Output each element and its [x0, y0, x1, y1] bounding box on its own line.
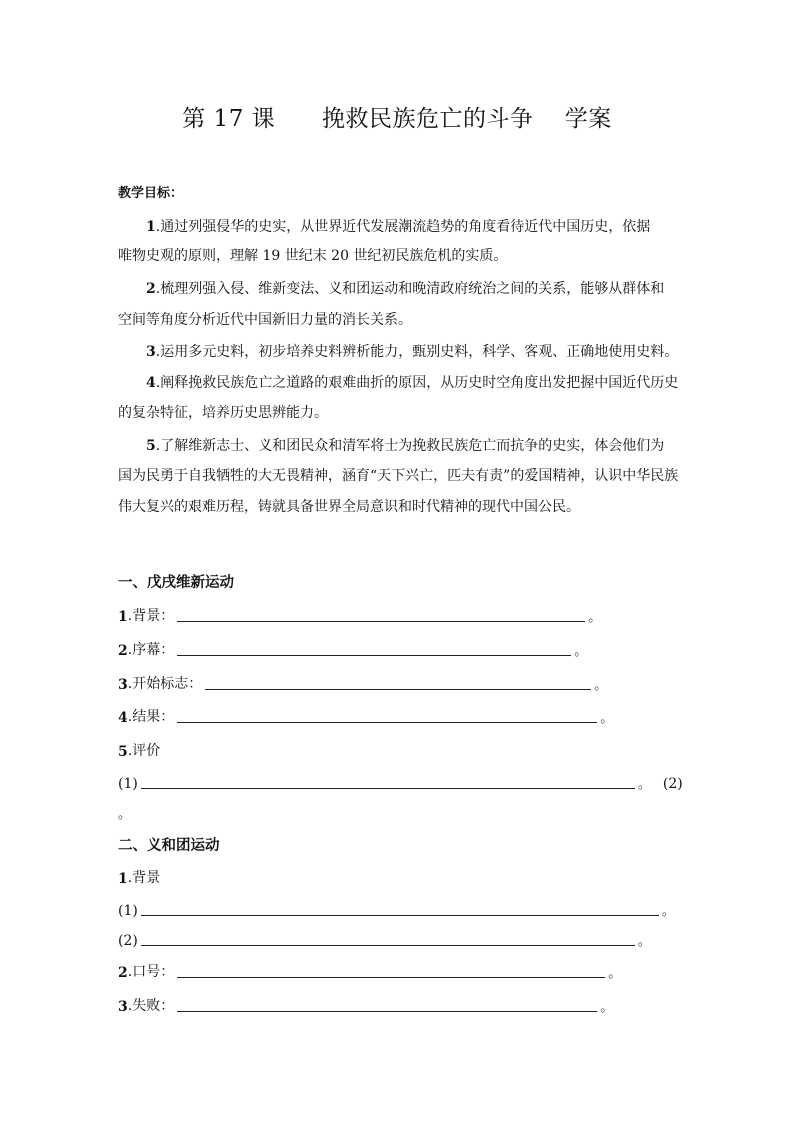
period: 。 [661, 904, 675, 919]
objective-1-line-2: 唯物史观的原则，理解 19 世纪末 20 世纪初民族危机的实质。 [118, 248, 508, 264]
objective-4-number: 4 [146, 375, 156, 391]
period: 。 [637, 934, 651, 949]
answer-blank[interactable] [141, 901, 659, 916]
period: 。 [588, 610, 602, 625]
period: 。 [574, 644, 588, 659]
question-number: 3 [118, 677, 128, 693]
objective-5-line-3: 伟大复兴的艰难历程，铸就具备世界全局意识和时代精神的现代中国公民。 [118, 499, 580, 515]
period: 。 [600, 711, 614, 726]
section-2-background-1 [118, 899, 675, 919]
section-1-question-2 [118, 639, 587, 659]
section-2-background-2 [118, 929, 651, 949]
section-1-evaluation-end [118, 802, 131, 822]
objective-2-line-2: 空间等角度分析近代中国新旧力量的消长关系。 [118, 312, 412, 328]
answer-blank[interactable] [177, 997, 597, 1012]
section-1-question-5 [118, 740, 160, 760]
section-1-heading: 一、戊戌维新运动 [118, 574, 234, 591]
objective-2-line-1 [146, 279, 664, 299]
section-2-heading: 二、义和团运动 [118, 837, 220, 854]
answer-blank[interactable] [141, 931, 635, 946]
question-label: .背景 [127, 870, 161, 886]
section-2-question-1 [118, 867, 160, 887]
question-label: .开始标志： [127, 676, 203, 692]
question-label: .口号： [127, 964, 175, 980]
answer-blank[interactable] [177, 607, 585, 622]
question-number: 1 [118, 871, 128, 887]
objective-5-text-1: .了解维新志士、义和团民众和清军将士为挽救民族危亡而抗争的史实，体会他们为 [155, 438, 665, 454]
objectives-heading: 教学目标： [118, 186, 184, 201]
objective-4-line-2: 的复杂特征，培养历史思辨能力。 [118, 405, 328, 421]
section-2-question-2 [118, 961, 621, 981]
objective-5-number: 5 [146, 438, 156, 454]
question-number: 5 [118, 744, 128, 760]
objective-3-number: 3 [146, 344, 156, 360]
question-label: .序幕： [127, 642, 175, 658]
question-label: .背景： [127, 608, 175, 624]
question-number: 3 [118, 999, 128, 1015]
section-2-question-3 [118, 995, 613, 1015]
page-title: 第 17 课 挽救民族危亡的斗争 学案 [182, 106, 612, 132]
section-1-question-1 [118, 605, 601, 625]
part-number: (2) [662, 776, 683, 792]
objective-4-line-1 [146, 373, 678, 393]
section-1-question-4 [118, 706, 613, 726]
question-number: 4 [118, 710, 128, 726]
question-number: 2 [118, 643, 128, 659]
section-1-evaluation-line [118, 772, 683, 792]
answer-blank[interactable] [141, 774, 635, 789]
objective-2-text-1: .梳理列强入侵、维新变法、义和团运动和晚清政府统治之间的关系，能够从群体和 [155, 281, 665, 297]
objective-3-line-1 [146, 342, 678, 362]
section-1-question-3 [118, 673, 607, 693]
question-label: .评价 [127, 743, 161, 759]
objective-1-text-1: .通过列强侵华的史实，从世界近代发展潮流趋势的角度看待近代中国历史，依据 [155, 219, 651, 235]
objective-5-line-1 [146, 436, 664, 456]
answer-blank[interactable] [177, 641, 571, 656]
objective-1-line-1 [146, 217, 650, 237]
answer-blank[interactable] [177, 963, 605, 978]
question-number: 2 [118, 965, 128, 981]
objective-1-number: 1 [146, 219, 156, 235]
answer-blank[interactable] [177, 708, 597, 723]
question-number: 1 [118, 609, 128, 625]
period: 。 [594, 678, 608, 693]
question-label: .结果： [127, 709, 175, 725]
part-number: (1) [118, 776, 138, 792]
period: 。 [118, 807, 132, 822]
objective-5-line-2: 国为民勇于自我牺牲的大无畏精神，涵育“天下兴亡，匹夫有责”的爱国精神，认识中华民族 [118, 468, 679, 484]
objective-2-number: 2 [146, 281, 156, 297]
objective-4-text-1: .阐释挽救民族危亡之道路的艰难曲折的原因，从历史时空角度出发把握中国近代历史 [155, 375, 679, 391]
question-label: .失败： [127, 998, 175, 1014]
period: 。 [637, 777, 651, 792]
part-number: (2) [118, 933, 138, 949]
part-number: (1) [118, 903, 138, 919]
period: 。 [600, 1000, 614, 1015]
answer-blank[interactable] [205, 675, 591, 690]
objective-3-text-1: .运用多元史料，初步培养史料辨析能力，甄别史料，科学、客观、正确地使用史料。 [155, 344, 679, 360]
period: 。 [608, 966, 622, 981]
